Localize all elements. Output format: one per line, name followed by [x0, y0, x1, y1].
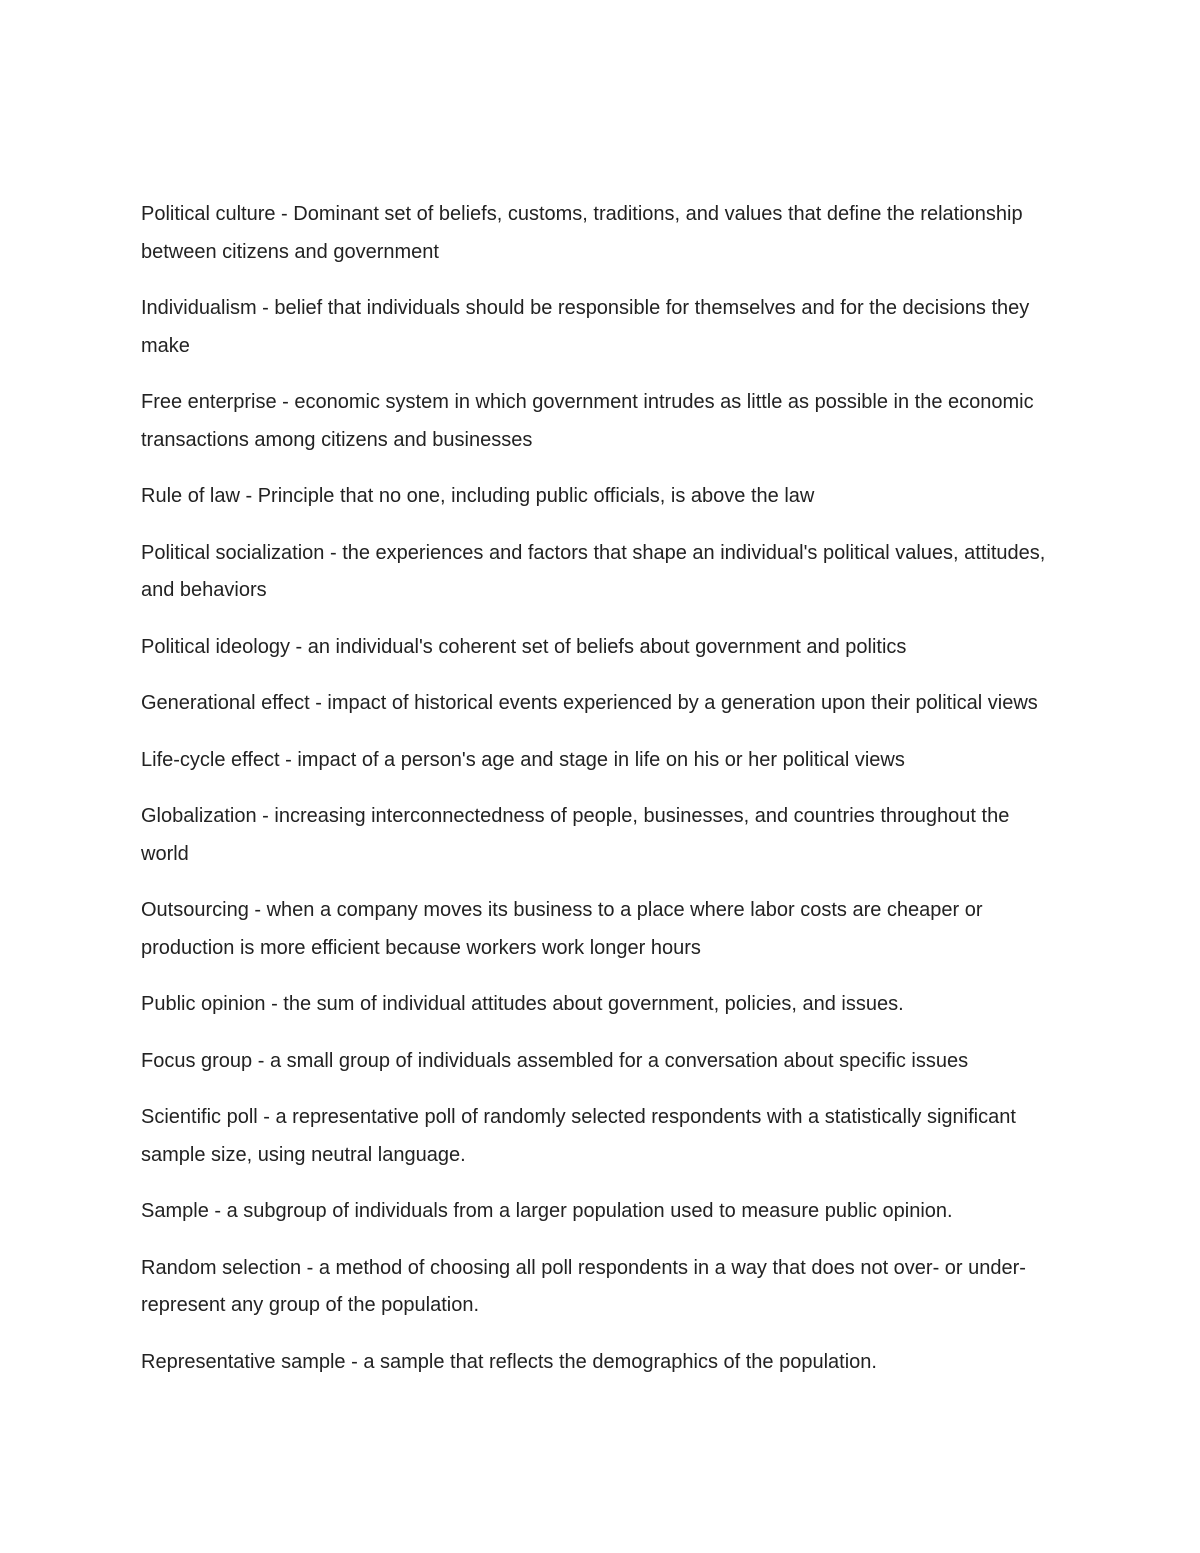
glossary-entry-generational-effect: Generational effect - impact of historical events experienced by a generation upon their political views [141, 692, 1038, 714]
glossary-entry-focus-group: Focus group - a small group of individuals assembled for a conversation about specific issues [141, 1049, 969, 1072]
glossary-entry-life-cycle-effect: Life-cycle effect - impact of a person's age and stage in life on his or her political views [141, 748, 905, 771]
glossary-entry-globalization: Globalization - increasing interconnectedness of people, businesses, and countries throughout the world [141, 805, 1010, 865]
glossary-entry-outsourcing: Outsourcing - when a company moves its business to a place where labor costs are cheaper or production is more efficient because workers work longer hours [141, 899, 983, 959]
glossary-entry-free-enterprise: Free enterprise - economic system in which government intrudes as little as possible in the economic transactions among citizens and businesses [141, 391, 1034, 451]
glossary-entry-political-ideology: Political ideology - an individual's coherent set of beliefs about government and politics [141, 635, 907, 658]
glossary-list [141, 196, 1061, 1400]
glossary-entry-sample: Sample - a subgroup of individuals from a larger population used to measure public opinion. [141, 1200, 953, 1222]
glossary-entry-public-opinion: Public opinion - the sum of individual attitudes about government, policies, and issues. [141, 993, 904, 1015]
glossary-entry-individualism: Individualism - belief that individuals should be responsible for themselves and for the decisions they make [141, 297, 1030, 357]
glossary-entry-rule-of-law: Rule of law - Principle that no one, including public officials, is above the law [141, 485, 815, 507]
glossary-entry-political-culture: Political culture - Dominant set of beliefs, customs, traditions, and values that define the relationship between citizens and government [141, 203, 1023, 263]
glossary-entry-political-socialization: Political socialization - the experiences and factors that shape an individual's political values, attitudes, and behaviors [141, 541, 1046, 601]
glossary-entry-scientific-poll: Scientific poll - a representative poll of randomly selected respondents with a statistically significant sample size, using neutral language. [141, 1106, 1016, 1166]
glossary-entry-random-selection: Random selection - a method of choosing all poll respondents in a way that does not over- or under-represent any group of the population. [141, 1256, 1026, 1316]
glossary-entry-representative-sample: Representative sample - a sample that reflects the demographics of the population. [141, 1350, 877, 1373]
